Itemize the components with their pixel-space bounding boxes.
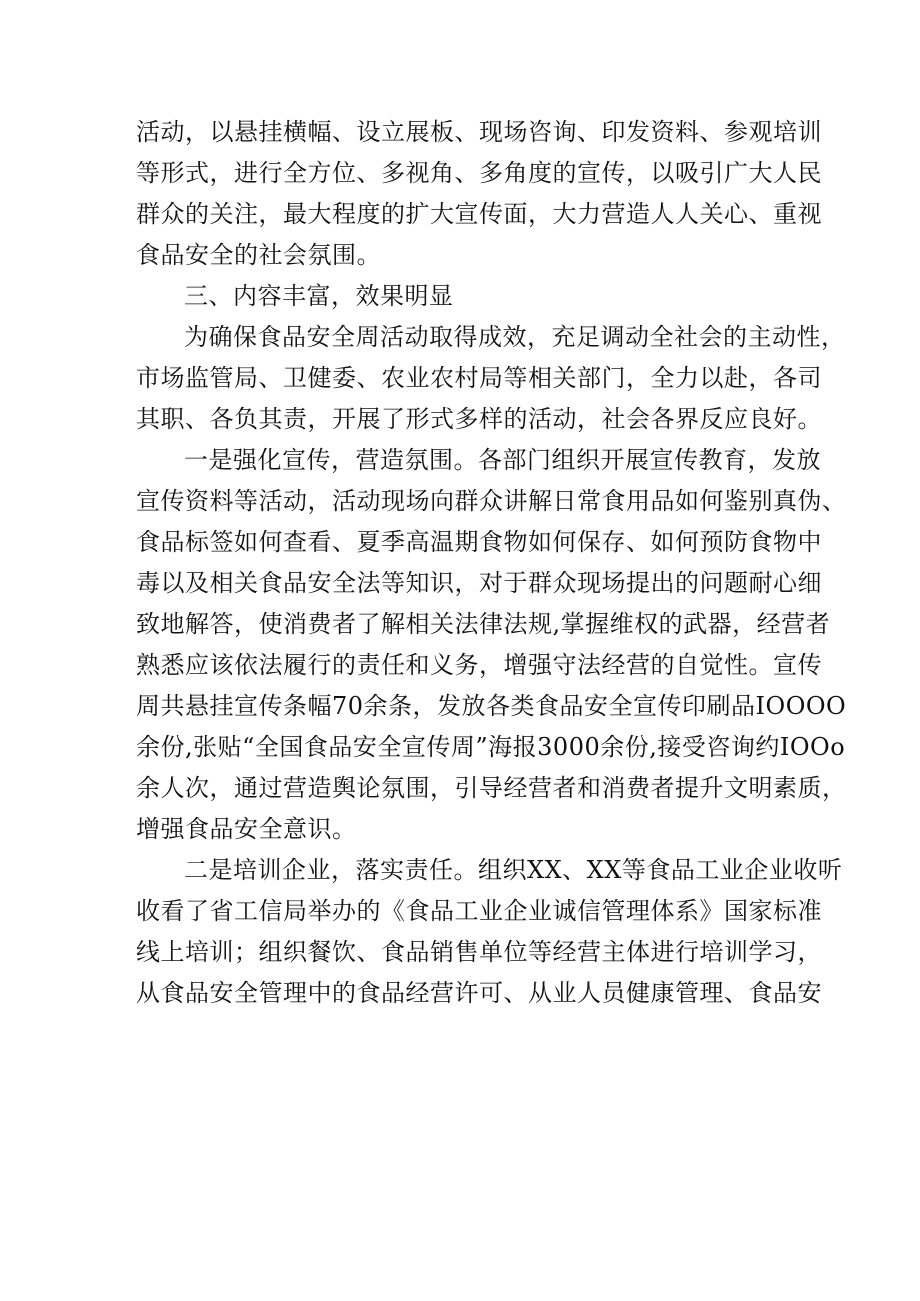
section-heading [136, 276, 796, 317]
text-line: 群众的关注，最大程度的扩大宣传面，大力营造人人关心、重视 [136, 200, 822, 228]
text-line: 市场监管局、卫健委、农业农村局等相关部门，全力以赴，各司 [136, 364, 822, 392]
paragraph-3 [136, 317, 846, 440]
text-line: 余份,张贴“全国食品安全宣传周”海报3000余份,接受咨询约IOOo [136, 733, 846, 761]
text-line: 食品安全的社会氛围。 [136, 241, 381, 269]
text-line: 余人次，通过营造舆论氛围，引导经营者和消费者提升文明素质， [136, 774, 847, 802]
paragraph-5 [136, 850, 843, 1014]
text-line: 熟悉应该依法履行的责任和义务，增强守法经营的自觉性。宣传 [136, 651, 822, 679]
text-line: 毒以及相关食品安全法等知识，对于群众现场提出的问题耐心细 [136, 569, 822, 597]
text-line: 二是培训企业，落实责任。组织XX、XX等食品工业企业收听 [184, 856, 843, 884]
text-line: 增强食品安全意识。 [136, 815, 357, 843]
text-line: 为确保食品安全周活动取得成效，充足调动全社会的主动性， [184, 323, 846, 351]
text-line: 宣传资料等活动，活动现场向群众讲解日常食用品如何鉴别真伪、 [136, 487, 847, 515]
document-body [136, 112, 847, 1014]
text-line: 从食品安全管理中的食品经营许可、从业人员健康管理、食品安 [136, 979, 822, 1007]
text-line: 其职、各负其责，开展了形式多样的活动，社会各界反应良好。 [136, 405, 822, 433]
text-line: 线上培训；组织餐饮、食品销售单位等经营主体进行培训学习， [136, 938, 822, 966]
text-line: 等形式，进行全方位、多视角、多角度的宣传，以吸引广大人民 [136, 159, 822, 187]
text-line: 周共悬挂宣传条幅70余条，发放各类食品安全宣传印刷品IOOOO [136, 692, 847, 720]
text-line: 活动，以悬挂横幅、设立展板、现场咨询、印发资料、参观培训 [136, 118, 822, 146]
text-line: 一是强化宣传，营造氛围。各部门组织开展宣传教育，发放 [184, 446, 821, 474]
text-line: 食品标签如何查看、夏季高温期食物如何保存、如何预防食物中 [136, 528, 822, 556]
heading-text: 三、内容丰富，效果明显 [184, 282, 454, 310]
text-line: 收看了省工信局举办的《食品工业企业诚信管理体系》国家标准 [136, 897, 822, 925]
text-line: 致地解答，使消费者了解相关法律法规,掌握维权的武器，经营者 [136, 610, 831, 638]
paragraph-4 [136, 440, 847, 850]
paragraph-1 [136, 112, 822, 276]
